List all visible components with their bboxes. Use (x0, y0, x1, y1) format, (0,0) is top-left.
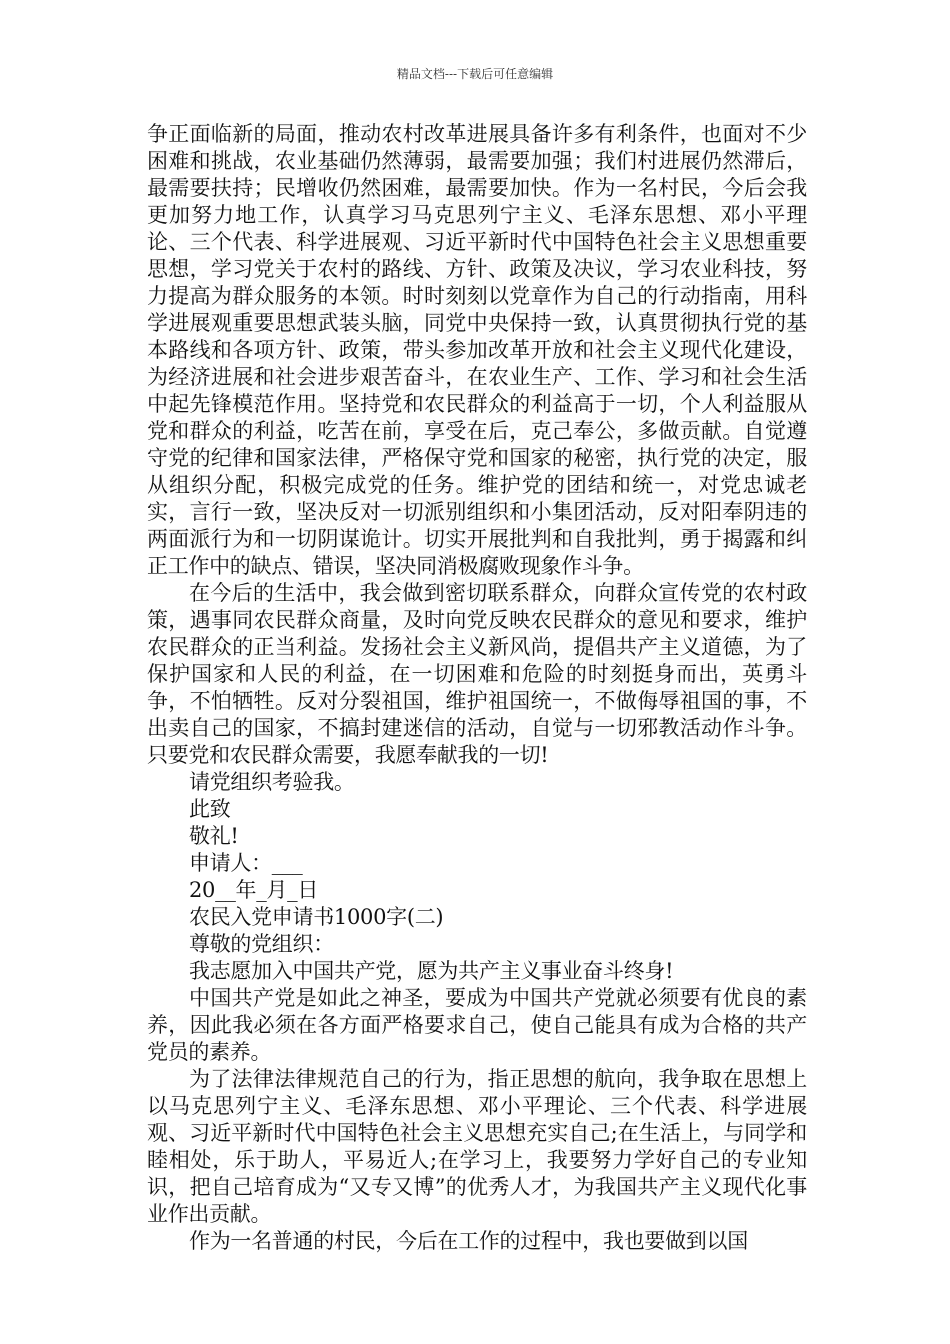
paragraph-ordinary-villager: 作为一名普通的村民，今后在工作的过程中，我也要做到以国 (189, 1229, 748, 1253)
salutation-jingli: 敬礼! (189, 824, 239, 848)
document-body (147, 121, 807, 1255)
salutation-cizhi: 此致 (189, 797, 231, 821)
paragraph-party-duties: 争正面临新的局面，推动农村改革进展具备许多有利条件，也面对不少困难和挑战，农业基础仍然薄弱，最需要加强；我们村进展仍然滞后，最需要扶持；民增收仍然困难，最需要加快。作为一名村民，今后会我更加努力地工作，认真学习马克思列宁主义、毛泽东思想、邓小平理论、三个代表、科学进展观、习近平新时代中国特色社会主义思想重要思想，学习党关于农村的路线、方针、政策及决议，学习农业科技，努力提高为群众服务的本领。时时刻刻以党章作为自己的行动指南，用科学进展观重要思想武装头脑，同党中央保持一致，认真贯彻执行党的基本路线和各项方针、政策，带头参加改革开放和社会主义现代化建设，为经济进展和社会进步艰苦奋斗，在农业生产、工作、学习和社会生活中起先锋模范作用。坚持党和农民群众的利益高于一切，个人利益服从党和群众的利益，吃苦在前，享受在后，克己奉公，多做贡献。自觉遵守党的纪律和国家法律，严格保守党和国家的秘密，执行党的决定，服从组织分配，积极完成党的任务。维护党的团结和统一，对党忠诚老实，言行一致，坚决反对一切派别组织和小集团活动，反对阳奉阴违的两面派行为和一切阴谋诡计。切实开展批判和自我批判，勇于揭露和纠正工作中的缺点、错误，坚决同消极腐败现象作斗争。 (147, 122, 807, 578)
section-title: 农民入党申请书1000字(二) (189, 905, 444, 929)
greeting-line: 尊敬的党组织： (189, 932, 334, 956)
paragraph-party-sacred: 中国共产党是如此之神圣，要成为中国共产党就必须要有优良的素养，因此我必须在各方面严格要求自己，使自己能具有成为合格的共产党员的素养。 (147, 986, 807, 1064)
page-header: 精品文档---下载后可任意编辑 (396, 67, 554, 81)
closing-request-line: 请党组织考验我。 (189, 770, 355, 794)
paragraph-self-discipline: 为了法律法律规范自己的行为，指正思想的航向，我争取在思想上以马克思列宁主义、毛泽东思想、邓小平理论、三个代表、科学进展观、习近平新时代中国特色社会主义思想充实自己;在生活上，与同学和睦相处，乐于助人，平易近人;在学习上，我要努力学好自己的专业知识，把自己培育成为“又专又博”的优秀人才，为我国共产主义现代化事业作出贡献。 (147, 1067, 807, 1226)
paragraph-future-life: 在今后的生活中，我会做到密切联系群众，向群众宣传党的农村政策，遇事同农民群众商量，及时向党反映农民群众的意见和要求，维护农民群众的正当利益。发扬社会主义新风尚，提倡共产主义道德，为了保护国家和人民的利益，在一切困难和危险的时刻挺身而出，英勇斗争，不怕牺牲。反对分裂祖国，维护祖国统一，不做侮辱祖国的事，不出卖自己的国家，不搞封建迷信的活动，自觉与一切邪教活动作斗争。只要党和农民群众需要，我愿奉献我的一切! (147, 581, 807, 767)
date-line: 20__年_月_日 (189, 878, 319, 902)
pledge-line: 我志愿加入中国共产党，愿为共产主义事业奋斗终身! (189, 959, 674, 983)
applicant-line: 申请人：___ (189, 851, 303, 875)
